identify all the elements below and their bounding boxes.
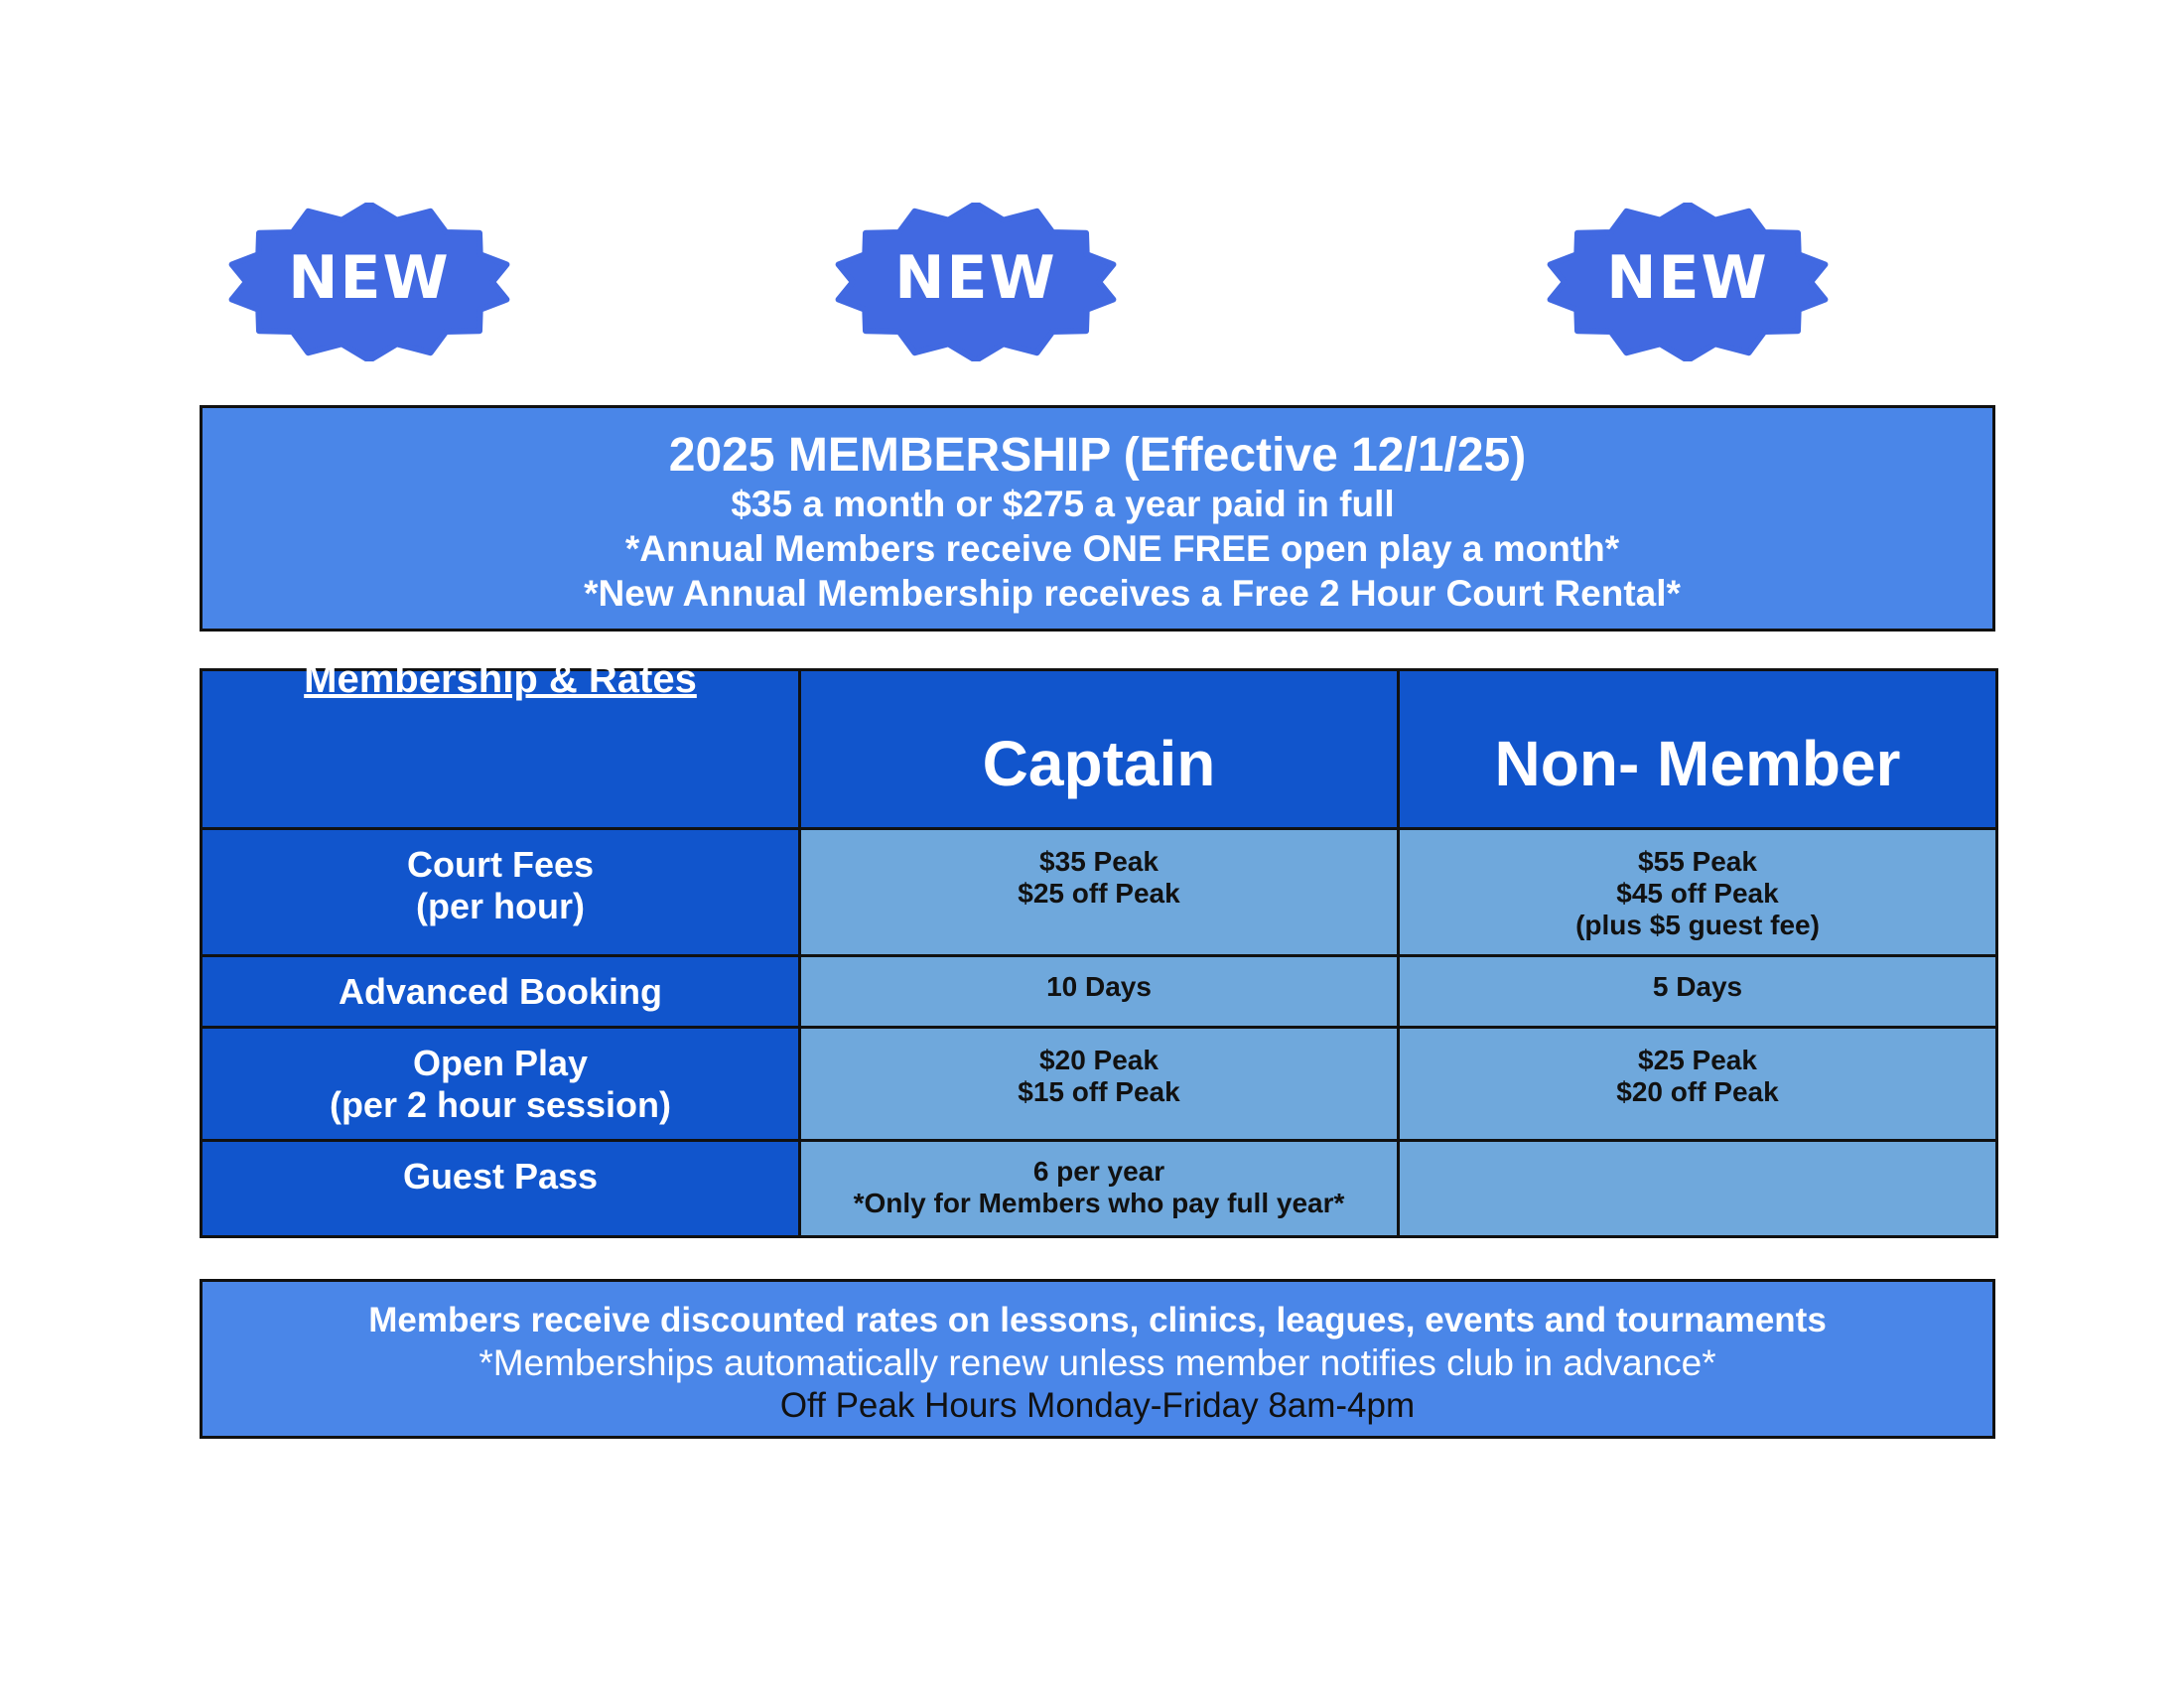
non-member-court-fees [1399,829,1997,956]
new-badge-label: NEW [894,243,1057,313]
value-line: 10 Days [1046,971,1152,1002]
new-badge [227,203,511,361]
captain-heading: Captain [982,728,1216,799]
value-line: $25 off Peak [1018,878,1180,909]
table-row [202,956,1997,1028]
annual-perk-line: *Annual Members receive ONE FREE open play a month* [624,528,1620,569]
new-badge-label: NEW [1606,243,1769,313]
row-label-line: Advanced Booking [338,971,663,1012]
captain-guest-pass [800,1141,1399,1237]
membership-title: 2025 MEMBERSHIP (Effective 12/1/25) [668,429,1527,482]
value-line: $20 off Peak [1616,1076,1779,1107]
row-label-line: Open Play [412,1043,589,1083]
value-line: *Only for Members who pay full year* [853,1188,1345,1218]
value-line: $25 Peak [1638,1045,1757,1075]
auto-renew-note: *Memberships automatically renew unless member notifies club in advance* [478,1342,1716,1383]
captain-advanced-booking [800,956,1399,1028]
table-header-row [202,670,1997,829]
discount-note: Members receive discounted rates on lessons, clinics, leagues, events and tournaments [368,1301,1827,1339]
value-line: (plus $5 guest fee) [1575,910,1820,940]
value-line: $45 off Peak [1616,878,1779,909]
value-line: $20 Peak [1039,1045,1159,1075]
new-badge [1546,203,1830,361]
new-badge [834,203,1118,361]
non-member-open-play [1399,1028,1997,1141]
column-header-captain [800,670,1399,829]
new-badge-label: NEW [288,243,451,313]
row-label-line: (per 2 hour session) [329,1084,672,1125]
row-label-open-play [202,1028,800,1141]
non-member-advanced-booking [1399,956,1997,1028]
row-label-advanced-booking [202,956,800,1028]
membership-rates-heading: Membership & Rates [304,657,697,701]
non-member-guest-pass [1399,1141,1997,1237]
captain-court-fees [800,829,1399,956]
row-label-court-fees [202,829,800,956]
new-annual-perk-line: *New Annual Membership receives a Free 2 Hour Court Rental* [584,573,1681,614]
non-member-heading: Non- Member [1494,728,1901,799]
table-corner-cell [202,657,800,829]
table-row [202,1141,1997,1237]
value-line: $15 off Peak [1018,1076,1180,1107]
table-row [202,829,1997,956]
column-header-non-member [1399,670,1997,829]
value-line: $55 Peak [1638,846,1757,877]
price-line: $35 a month or $275 a year paid in full [731,484,1395,524]
row-label-line: (per hour) [416,886,585,926]
row-label-line: Guest Pass [402,1156,599,1196]
captain-open-play [800,1028,1399,1141]
table-row [202,1028,1997,1141]
value-line: $35 Peak [1039,846,1159,877]
off-peak-hours-note: Off Peak Hours Monday-Friday 8am-4pm [779,1386,1416,1425]
footer-notes-panel [200,1279,1995,1439]
value-line: 6 per year [1032,1156,1165,1187]
membership-header-panel [200,405,1995,632]
row-label-guest-pass [202,1141,800,1237]
row-label-line: Court Fees [406,844,595,885]
value-line: 5 Days [1652,971,1743,1002]
rates-table [200,657,1998,1238]
